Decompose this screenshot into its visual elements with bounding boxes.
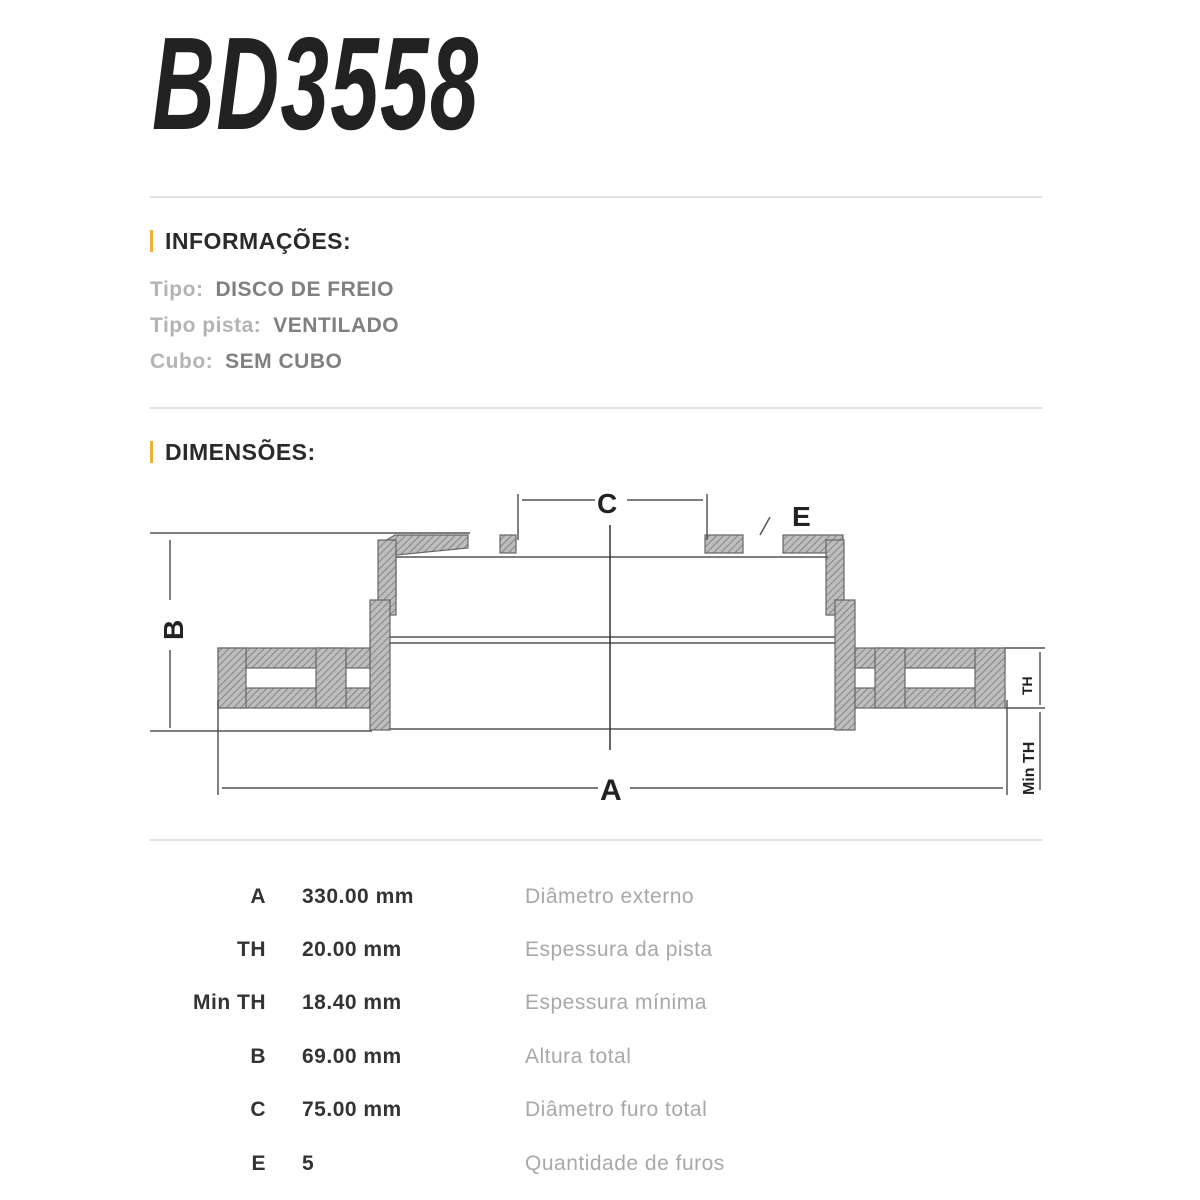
dimension-label: C	[250, 1098, 266, 1121]
dimensions-heading-text: DIMENSÕES:	[165, 439, 316, 465]
dimension-desc: Espessura da pista	[525, 938, 713, 961]
divider	[150, 196, 1042, 198]
divider	[150, 407, 1042, 409]
info-item-tipo-pista	[150, 314, 399, 338]
info-key: Tipo:	[150, 278, 204, 301]
dimension-label: B	[250, 1045, 266, 1068]
dimensions-heading	[150, 439, 316, 466]
dimension-desc: Espessura mínima	[525, 991, 707, 1014]
dimension-desc: Diâmetro furo total	[525, 1098, 708, 1121]
dimension-desc: Quantidade de furos	[525, 1152, 725, 1175]
dimension-label: E	[251, 1152, 266, 1175]
info-key: Tipo pista:	[150, 314, 262, 337]
info-heading	[150, 228, 351, 255]
label-th: TH	[1019, 676, 1035, 695]
label-c: C	[597, 488, 618, 519]
dimension-desc: Altura total	[525, 1045, 632, 1068]
accent-bar	[150, 441, 153, 463]
dimension-value: 18.40 mm	[302, 991, 402, 1014]
dimension-value: 69.00 mm	[302, 1045, 402, 1068]
dimension-value: 75.00 mm	[302, 1098, 402, 1121]
dimension-value: 330.00 mm	[302, 885, 414, 908]
diagram-lines	[150, 494, 1045, 795]
label-min-th: Min TH	[1021, 741, 1038, 795]
info-value: SEM CUBO	[225, 350, 343, 373]
dimension-label: A	[250, 885, 266, 908]
info-value: VENTILADO	[273, 314, 400, 337]
dimension-value: 5	[302, 1152, 315, 1175]
label-a: A	[600, 774, 622, 807]
dimension-value: 20.00 mm	[302, 938, 402, 961]
product-code: BD3558	[152, 10, 480, 157]
brake-disc-diagram	[140, 480, 1060, 810]
info-item-cubo	[150, 350, 342, 374]
info-heading-text: INFORMAÇÕES:	[165, 228, 352, 254]
info-key: Cubo:	[150, 350, 214, 373]
info-item-tipo	[150, 278, 394, 302]
dimension-desc: Diâmetro externo	[525, 885, 695, 908]
dimension-label: TH	[237, 938, 266, 961]
label-e: E	[792, 501, 811, 532]
divider	[150, 839, 1042, 841]
accent-bar	[150, 230, 153, 252]
dimension-label: Min TH	[193, 991, 266, 1014]
info-value: DISCO DE FREIO	[215, 278, 394, 301]
disc-section	[218, 535, 1005, 730]
label-b: B	[158, 619, 189, 640]
